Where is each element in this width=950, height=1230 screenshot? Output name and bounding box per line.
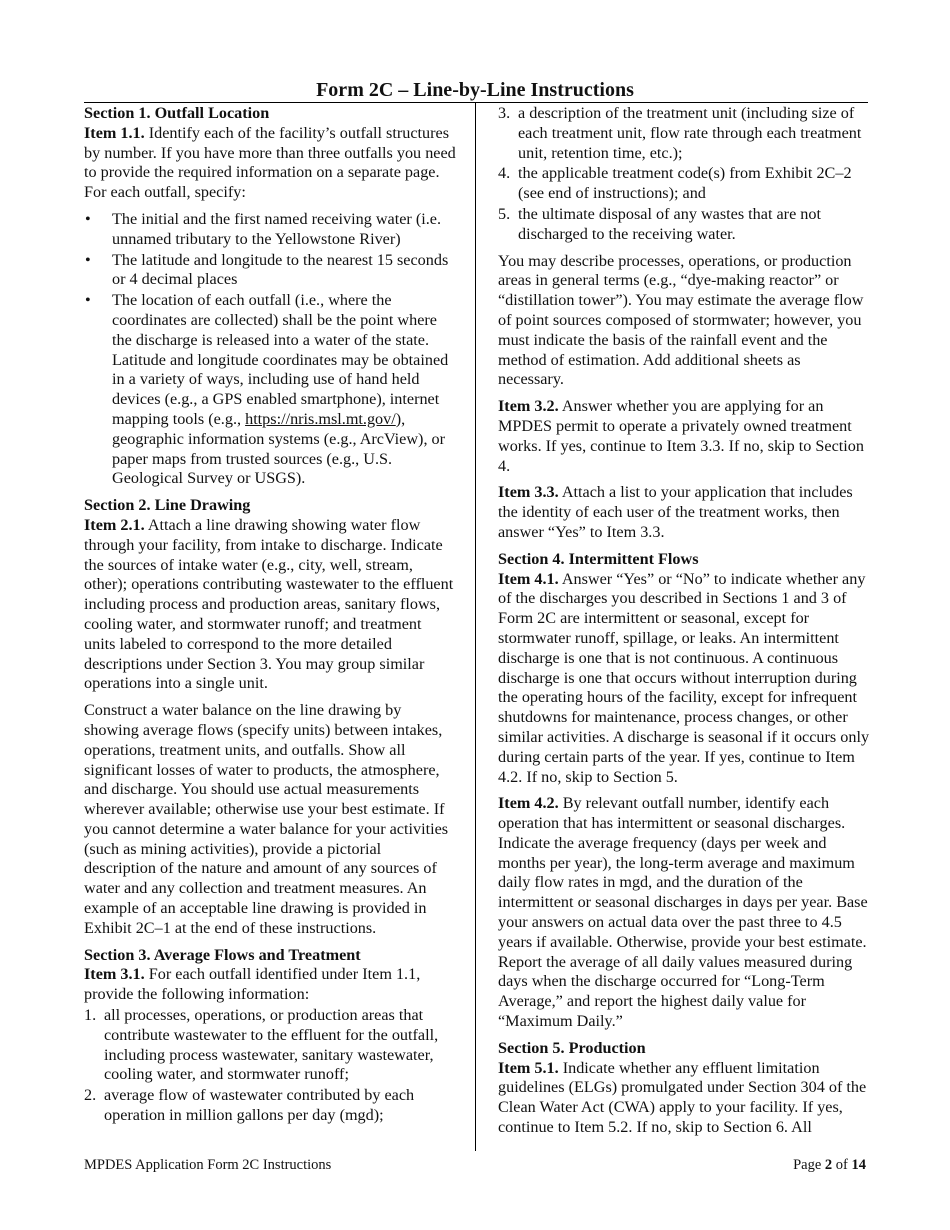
bullet-3-text-b: ), geographic information systems (e.g., ArcView), or paper maps from trusted sources (e.g., U.S. Geological Survey or USGS). [112, 409, 446, 488]
describe-paragraph: You may describe processes, operations, or production areas in general terms (e.g., “dye-making reactor” or “distillation tower”). You may estimate the average flow of point sources composed of stormwater; however, you must indicate the basis of the rainfall event and the method of estimation. Add additional sheets as necessary. [498, 251, 864, 389]
list-number: 4. [498, 164, 511, 183]
list-item [498, 205, 870, 245]
item-3-2-label: Item 3.2. [498, 397, 559, 416]
item-1-1-label: Item 1.1. [84, 123, 145, 142]
list-item [84, 1086, 456, 1126]
list-number: 1. [84, 1006, 97, 1025]
list-item-text: all processes, operations, or production areas that contribute wastewater to the effluent for the outfall, including process wastewater, sanitary wastewater, cooling water, and stormwater runoff; [104, 1006, 439, 1084]
title-rule [84, 102, 868, 103]
section-1-heading: Section 1. Outfall Location [84, 104, 270, 122]
list-item: • The latitude and longitude to the nearest 15 seconds or 4 decimal places [84, 251, 456, 291]
column-divider [475, 103, 476, 1151]
item-3-2-text: Answer whether you are applying for an MPDES permit to operate a privately owned treatment works. If yes, continue to Item 3.3. If no, skip to Section 4. [498, 397, 864, 475]
list-item-text: the ultimate disposal of any wastes that are not discharged to the receiving water. [518, 204, 821, 243]
item-5-1 [498, 1059, 870, 1138]
item-2-1-text: Attach a line drawing showing water flow through your facility, from intake to discharge. Indicate the sources of intake water (e.g., city, well, stream, other); operations contributing wastewater to the effluent including process and production areas, sanitary flows, cooling water, and stormwater runoff; and treatment units labeled to correspond to the more detailed descriptions under Section 3. You may group similar operations into a single unit. [84, 515, 454, 693]
item-4-1-label: Item 4.1. [498, 569, 559, 588]
list-item-text: the applicable treatment code(s) from Exhibit 2C–2 (see end of instructions); and [518, 164, 852, 203]
nris-link[interactable]: https://nris.msl.mt.gov/ [245, 409, 396, 428]
right-column [498, 104, 870, 1145]
item-3-3-label: Item 3.3. [498, 483, 559, 502]
water-balance-paragraph: Construct a water balance on the line drawing by showing average flows (specify units) between intakes, operations, treatment units, and outfalls. Show all significant losses of water to products, the atmosphere, and discharge. You should use actual measurements wherever available; otherwise use your best estimate. If you cannot determine a water balance for your activities (such as mining activities), provide a pictorial description of the nature and amount of any sources of water and any collection and treatment measures. An example of an acceptable line drawing is provided in Exhibit 2C–1 at the end of these instructions. [84, 701, 449, 937]
item-1-1-text: Identify each of the facility’s outfall structures by number. If you have more than three outfalls you need to provide the required information on a separate page. For each outfall, specify: [84, 123, 456, 202]
item-3-1-text: For each outfall identified under Item 1.1, provide the following information: [84, 965, 421, 1004]
list-item [498, 104, 870, 163]
left-column [84, 104, 456, 1133]
item-2-1-label: Item 2.1. [84, 515, 145, 534]
section-4-heading: Section 4. Intermittent Flows [498, 549, 699, 568]
section-5-heading: Section 5. Production [498, 1038, 646, 1057]
item-3-1 [84, 965, 456, 1005]
list-number: 5. [498, 204, 511, 223]
outfall-bullet-list [84, 210, 456, 489]
list-item [498, 164, 870, 204]
item-1-1 [84, 124, 456, 203]
item-2-1 [84, 516, 456, 694]
item-4-2-label: Item 4.2. [498, 794, 559, 813]
list-item-text: average flow of wastewater contributed by each operation in million gallons per day (mgd); [104, 1086, 415, 1125]
item-4-2-text: By relevant outfall number, identify each operation that has intermittent or seasonal discharges. Indicate the average frequency (days per week and months per year), the long-term average and maximum daily flow rates in mgd, and the duration of the intermittent or seasonal discharges in days per year. Base your answers on actual data over the past three to 4.5 years if available. Otherwise, provide your best estimate. Report the average of all daily values measured during days when the discharge occurred for “Long-Term Average,” and report the highest daily value for “Maximum Daily.” [498, 794, 868, 1031]
page-word: Page [793, 1157, 825, 1173]
item-4-1 [498, 570, 870, 788]
item-4-1-text: Answer “Yes” or “No” to indicate whether any of the discharges you described in Sections 1 and 3 of Form 2C are intermittent or seasonal, except for stormwater runoff, spillage, or leaks. An intermittent discharge is one that is not continuous. A continuous discharge is one that occurs without interruption during the operating hours of the facility, except for infrequent shutdowns for maintenance, process changes, or other similar activities. A discharge is seasonal if it occurs only during certain parts of the year. If yes, continue to Item 4.2. If no, skip to Section 5. [498, 569, 870, 786]
item-5-1-text: Indicate whether any effluent limitation guidelines (ELGs) promulgated under Section 304 of the Clean Water Act (CWA) apply to your facility. If yes, continue to Item 5.2. If no, skip to Section 6. All [498, 1058, 867, 1137]
item-3-3 [498, 483, 870, 542]
section-3-heading: Section 3. Average Flows and Treatment [84, 945, 361, 964]
list-item [84, 1006, 456, 1085]
item-3-3-text: Attach a list to your application that includes the identity of each user of the treatment works, then answer “Yes” to Item 3.3. [498, 483, 853, 541]
footer-document-title: MPDES Application Form 2C Instructions [84, 1157, 332, 1173]
page-number [793, 1156, 866, 1174]
info-numbered-list-continued [498, 104, 870, 245]
list-number: 2. [84, 1086, 97, 1105]
item-4-2 [498, 794, 870, 1032]
section-2-heading: Section 2. Line Drawing [84, 496, 251, 515]
page-title: Form 2C – Line-by-Line Instructions [316, 79, 634, 101]
page-total: 14 [851, 1157, 866, 1173]
item-3-2 [498, 397, 870, 476]
list-item-text: a description of the treatment unit (including size of each treatment unit, flow rate through each treatment unit, retention time, etc.); [518, 104, 862, 162]
list-item: • The initial and the first named receiving water (i.e. unnamed tributary to the Yellowstone River) [84, 210, 456, 250]
info-numbered-list [84, 1006, 456, 1126]
bullet-3-text-a: The location of each outfall (i.e., where the coordinates are collected) shall be the point where the discharge is released into a water of the state. Latitude and longitude coordinates may be obtained in a variety of ways, including use of hand held devices (e.g., a GPS enabled smartphone), internet mapping tools (e.g., [112, 291, 449, 428]
item-3-1-label: Item 3.1. [84, 965, 145, 984]
list-item [84, 291, 456, 489]
page-of: of [832, 1157, 852, 1173]
list-number: 3. [498, 104, 511, 122]
page-current: 2 [824, 1157, 833, 1173]
item-5-1-label: Item 5.1. [498, 1058, 559, 1077]
